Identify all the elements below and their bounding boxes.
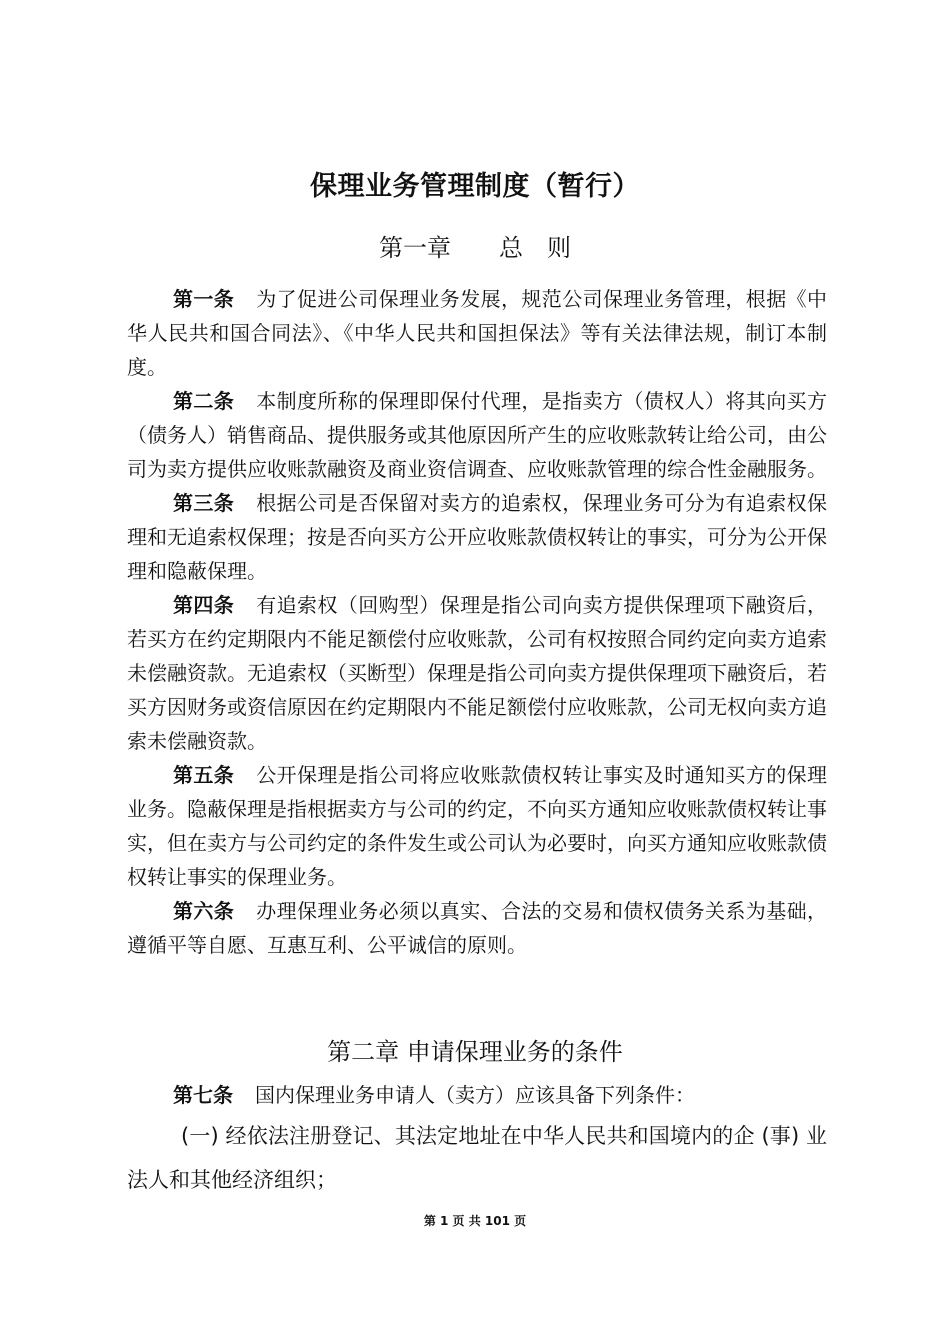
article-6 bbox=[127, 894, 827, 962]
page-footer: 第 1 页 共 101 页 bbox=[423, 1214, 527, 1228]
article-number: 第二条 bbox=[173, 389, 235, 413]
article-text: 公开保理是指公司将应收账款债权转让事实及时通知买方的保理业务。隐蔽保理是指根据卖方与公司的约定，不向买方通知应收账款债权转让事实，但在卖方与公司约定的条件发生或公司认为必要时，向买方通知应收账款债权转让事实的保理业务。 bbox=[127, 763, 828, 889]
chapter-1-body bbox=[127, 282, 827, 962]
article-number: 第五条 bbox=[173, 763, 235, 787]
document-title: 保理业务管理制度（暂行） bbox=[310, 171, 640, 202]
article-text: 国内保理业务申请人（卖方）应该具备下列条件： bbox=[255, 1083, 695, 1107]
chapter-1-number: 第一章 bbox=[379, 234, 451, 262]
article-text: 为了促进公司保理业务发展，规范公司保理业务管理，根据《中华人民共和国合同法》、《中华人民共和国担保法》等有关法律法规，制订本制度。 bbox=[127, 287, 828, 379]
chapter-1-title-word-1: 总 bbox=[499, 234, 523, 262]
article-2 bbox=[127, 384, 827, 486]
article-3 bbox=[127, 486, 827, 588]
condition-item-1: (一) 经依法注册登记、其法定地址在中华人民共和国境内的企 (事) 业法人和其他经济组织； bbox=[127, 1124, 827, 1192]
chapter-1-title bbox=[0, 228, 950, 263]
article-4 bbox=[127, 588, 827, 758]
article-text: 根据公司是否保留对卖方的追索权，保理业务可分为有追索权保理和无追索权保理；按是否向买方公开应收账款债权转让的事实，可分为公开保理和隐蔽保理。 bbox=[127, 491, 828, 583]
article-5 bbox=[127, 758, 827, 894]
article-1 bbox=[127, 282, 827, 384]
article-7 bbox=[127, 1078, 827, 1112]
article-number: 第四条 bbox=[173, 593, 235, 617]
article-number: 第七条 bbox=[173, 1083, 233, 1107]
article-text: 有追索权（回购型）保理是指公司向卖方提供保理项下融资后，若买方在约定期限内不能足额偿付应收账款，公司有权按照合同约定向卖方追索未偿融资款。无追索权（买断型）保理是指公司向卖方提供保理项下融资后，若买方因财务或资信原因在约定期限内不能足额偿付应收账款，公司无权向卖方追索未偿融资款。 bbox=[127, 593, 828, 753]
article-number: 第六条 bbox=[173, 899, 235, 923]
article-text: 本制度所称的保理即保付代理，是指卖方（债权人）将其向买方（债务人）销售商品、提供服务或其他原因所产生的应收账款转让给公司，由公司为卖方提供应收账款融资及商业资信调查、应收账款管理的综合性金融服务。 bbox=[127, 389, 828, 481]
chapter-2-title: 第二章 申请保理业务的条件 bbox=[327, 1038, 623, 1066]
article-number: 第三条 bbox=[173, 491, 235, 515]
chapter-1-title-word-2: 则 bbox=[547, 234, 571, 262]
chapter-2-body bbox=[127, 1078, 827, 1202]
article-number: 第一条 bbox=[173, 287, 235, 311]
article-text: 办理保理业务必须以真实、合法的交易和债权债务关系为基础，遵循平等自愿、互惠互利、公平诚信的原则。 bbox=[127, 899, 828, 957]
